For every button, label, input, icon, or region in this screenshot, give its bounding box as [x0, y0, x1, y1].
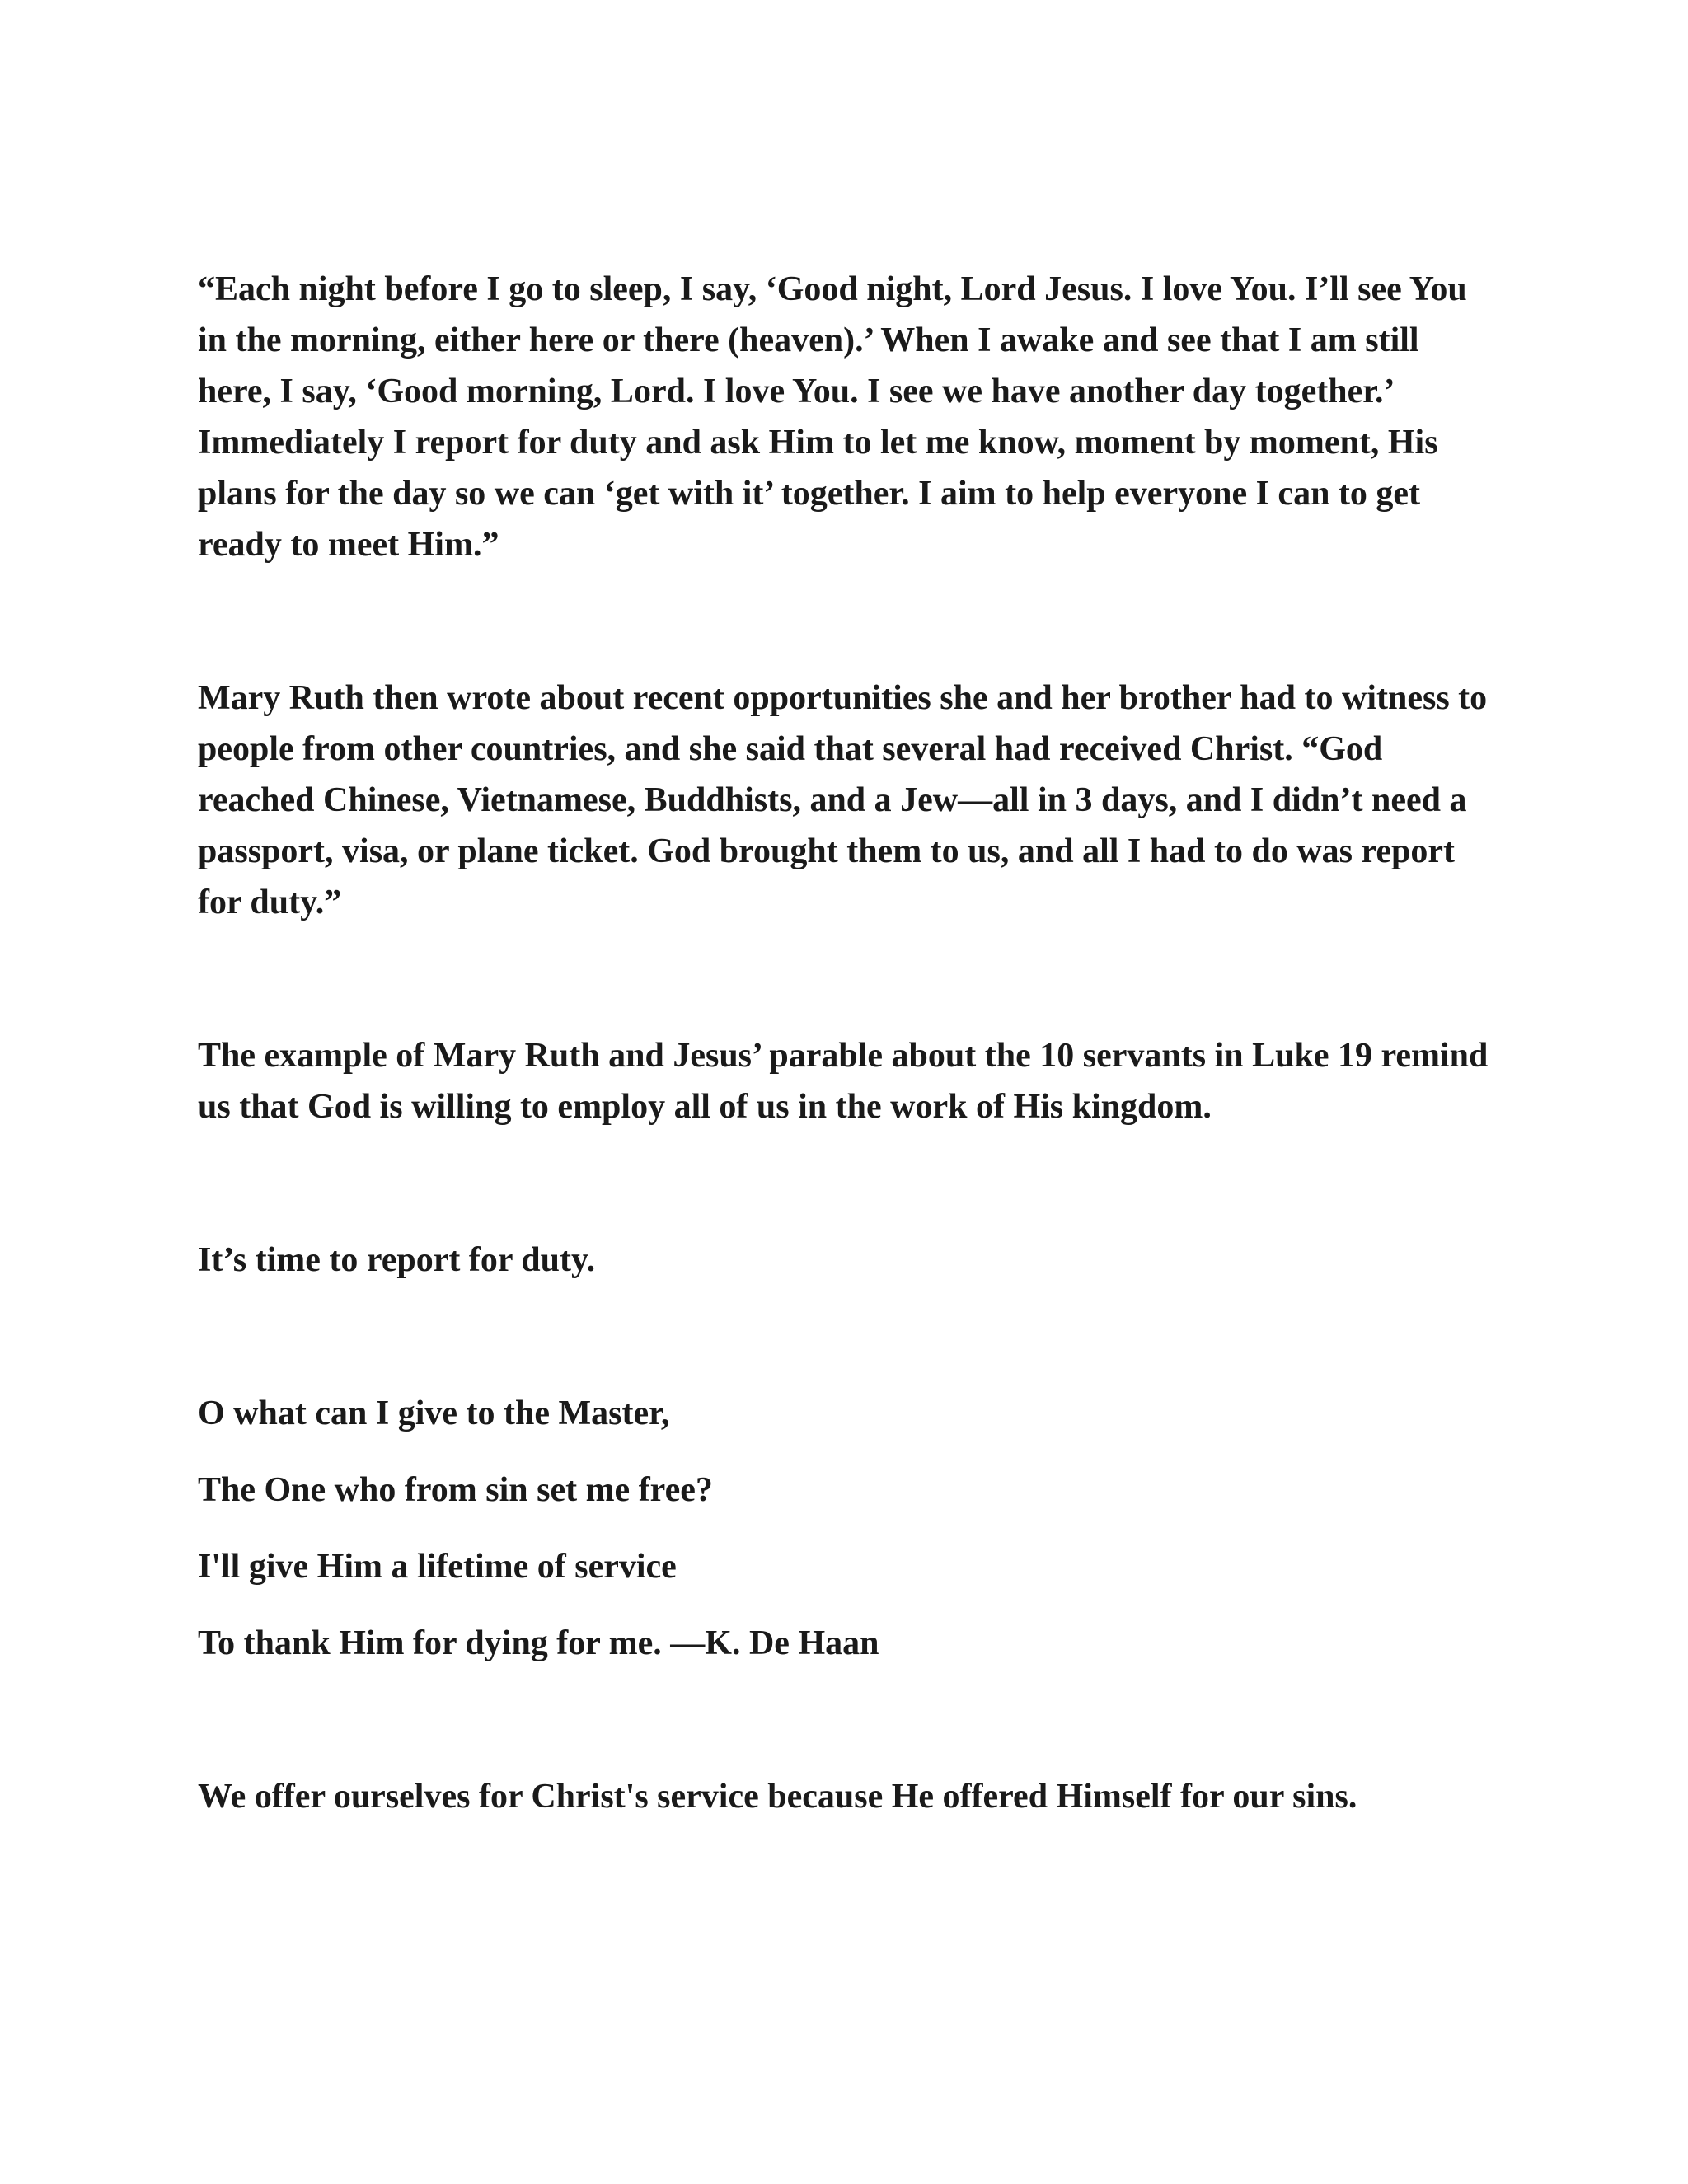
poem-line-3: I'll give Him a lifetime of service	[198, 1548, 677, 1586]
document-body	[198, 264, 1500, 1822]
paragraph-spacer	[198, 1286, 1500, 1388]
poem-block	[198, 1388, 1500, 1669]
poem-line-2: The One who from sin set me free?	[198, 1471, 713, 1509]
paragraph-spacer	[198, 1669, 1500, 1771]
poem-line-1: O what can I give to the Master,	[198, 1394, 670, 1432]
paragraph-spacer	[198, 1132, 1500, 1235]
paragraph-report-duty: It’s time to report for duty.	[198, 1241, 596, 1279]
paragraph-example: The example of Mary Ruth and Jesus’ parable about the 10 servants in Luke 19 remind us that God is willing to employ all of us in the work of His kingdom.	[198, 1037, 1489, 1126]
closing-thought: We offer ourselves for Christ's service because He offered Himself for our sins.	[198, 1778, 1357, 1816]
paragraph-spacer	[198, 570, 1500, 673]
paragraph-quote: “Each night before I go to sleep, I say, ‘Good night, Lord Jesus. I love You. I’ll see You in the morning, either here or there (heaven).’ When I awake and see that I am still here, I say, ‘Good morning, Lord. I love You. I see we have another day together.’ Immediately I report for duty and ask Him to let me know, moment by moment, His plans for the day so we can ‘get with it’ together. I aim to help everyone I can to get ready to meet Him.”	[198, 270, 1467, 564]
paragraph-mary-ruth: Mary Ruth then wrote about recent opportunities she and her brother had to witness to people from other countries, and she said that several had received Christ. “God reached Chinese, Vietnamese, Buddhists, and a Jew—all in 3 days, and I didn’t need a passport, visa, or plane ticket. God brought them to us, and all I had to do was report for duty.”	[198, 679, 1488, 921]
paragraph-spacer	[198, 928, 1500, 1030]
poem-line-4: To thank Him for dying for me. —K. De Haan	[198, 1624, 879, 1662]
